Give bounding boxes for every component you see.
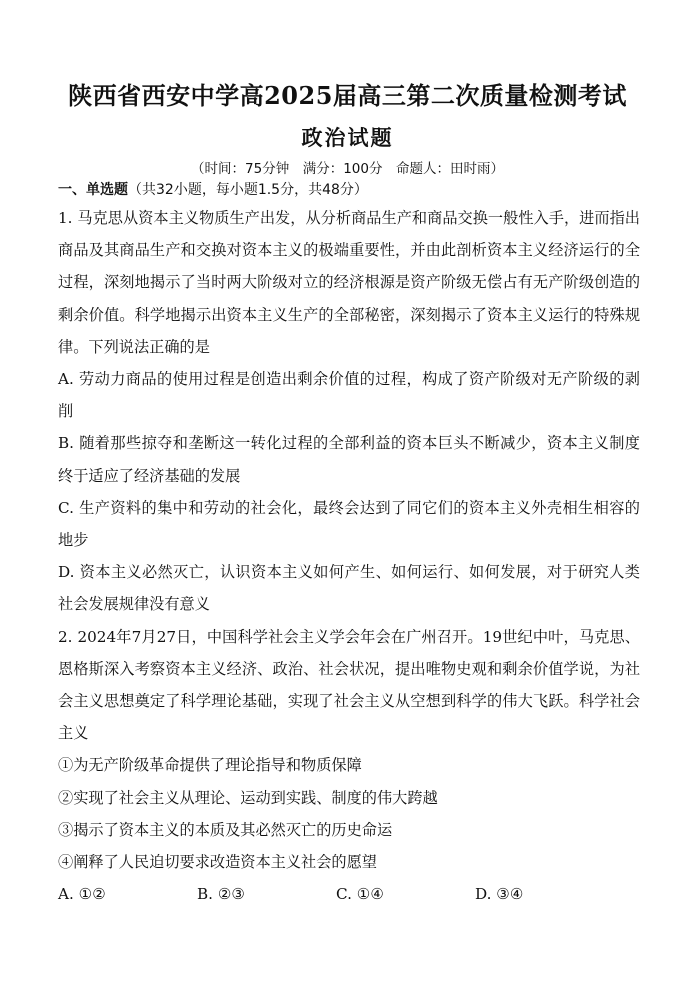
question-2-statement-2: ②实现了社会主义从理论、运动到实践、制度的伟大跨越	[58, 788, 438, 807]
question-2-statement-4: ④阐释了人民迫切要求改造资本主义社会的愿望	[58, 853, 377, 872]
question-1-option-b: B. 随着那些掠夺和垄断这一转化过程的全部利益的资本巨头不断减少，资本主义制度终于适应了经济基础的发展	[58, 434, 640, 485]
question-2-choice-a: A. ①②	[58, 885, 106, 904]
question-1-option-d: D. 资本主义必然灭亡，认识资本主义如何产生、如何运行、如何发展，对于研究人类社会发展规律没有意义	[58, 563, 640, 614]
exam-title: 陕西省西安中学高2025届高三第二次质量检测考试	[68, 81, 627, 110]
section-title: 一、单选题	[58, 182, 128, 198]
question-1-option-a: A. 劳动力商品的使用过程是创造出剩余价值的过程，构成了资产阶级对无产阶级的剥削	[58, 370, 640, 421]
section-heading	[58, 180, 368, 200]
question-1-stem: 1. 马克思从资本主义物质生产出发，从分析商品生产和商品交换一般性入手，进而指出商品及其商品生产和交换对资本主义的极端重要性，并由此剖析资本主义经济运行的全过程，深刻地揭示了当时两大阶级对立的经济根源是资产阶级无偿占有无产阶级创造的剩余价值。科学地揭示出资本主义生产的全部秘密，深刻揭示了资本主义运行的特殊规律。下列说法正确的是	[58, 209, 640, 356]
question-2-statement-1: ①为无产阶级革命提供了理论指导和物质保障	[58, 756, 362, 775]
question-2-choices	[58, 878, 640, 910]
question-2-choice-d: D. ③④	[475, 885, 524, 904]
question-1-option-c: C. 生产资料的集中和劳动的社会化，最终会达到了同它们的资本主义外壳相生相容的地步	[58, 498, 640, 550]
question-2-statement-3: ③揭示了资本主义的本质及其必然灭亡的历史命运	[58, 820, 393, 839]
question-list	[58, 202, 640, 910]
section-note: （共32小题，每小题1.5分，共48分）	[128, 182, 368, 198]
exam-subtitle: 政治试题	[301, 125, 394, 150]
question-2-choice-b: B. ②③	[197, 885, 246, 904]
exam-meta: （时间：75分钟 满分：100分 命题人：田时雨）	[191, 161, 504, 177]
question-2-choice-c: C. ①④	[336, 885, 384, 904]
question-2-stem: 2. 2024年7月27日，中国科学社会主义学会年会在广州召开。19世纪中叶，马克思、恩格斯深入考察资本主义经济、政治、社会状况，提出唯物史观和剩余价值学说，为社会主义思想奠定了科学理论基础，实现了社会主义从空想到科学的伟大飞跃。科学社会主义	[58, 627, 640, 743]
